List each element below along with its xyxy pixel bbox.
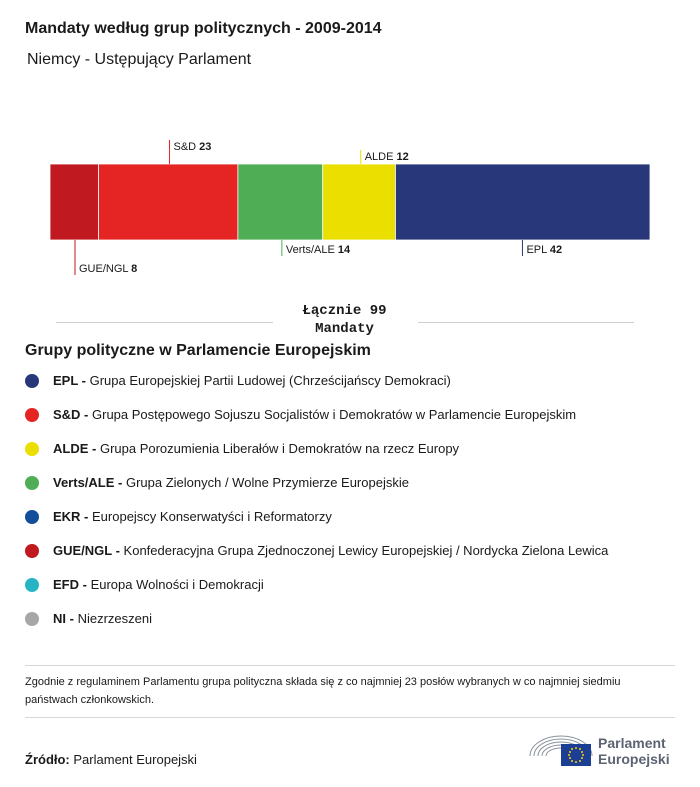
legend-dot-icon <box>25 442 39 456</box>
legend-abbr: NI - <box>53 611 74 626</box>
legend-dot-icon <box>25 578 39 592</box>
source-label: Źródło: <box>25 752 70 767</box>
data-label-gue-ngl: GUE/NGL 8 <box>79 263 138 275</box>
legend-abbr: S&D - <box>53 407 89 422</box>
legend-dot-icon <box>25 510 39 524</box>
legend-abbr: EFD - <box>53 577 87 592</box>
legend-dot-icon <box>25 612 39 626</box>
legend-text: Grupa Porozumienia Liberałów i Demokratów na rzecz Europy <box>96 441 460 456</box>
logo-line1: Parlament <box>598 735 666 751</box>
legend-item <box>25 474 608 508</box>
legend-dot-icon <box>25 408 39 422</box>
footnote: Zgodnie z regulaminem Parlamentu grupa polityczna składa się z co najmniej 23 posłów wybranych w co najmniej siedmiu państwach członkowskich. <box>25 676 621 706</box>
legend-text: Europa Wolności i Demokracji <box>86 577 264 592</box>
bar-segment-verts-ale <box>238 164 323 240</box>
logo-line2: Europejski <box>598 751 670 767</box>
logo-text <box>598 735 670 767</box>
legend-abbr: GUE/NGL - <box>53 543 120 558</box>
legend-dot-icon <box>25 544 39 558</box>
legend-title: Grupy polityczne w Parlamencie Europejskim <box>25 342 371 359</box>
legend-dot-icon <box>25 476 39 490</box>
source <box>25 752 197 767</box>
legend-item <box>25 440 608 474</box>
data-label-verts-ale: Verts/ALE 14 <box>285 244 351 256</box>
legend-text: Grupa Europejskiej Partii Ludowej (Chrześcijańscy Demokraci) <box>86 373 451 388</box>
legend-item <box>25 508 608 542</box>
european-parliament-logo <box>528 728 678 770</box>
legend-item <box>25 542 608 576</box>
legend-item <box>25 406 608 440</box>
bar-segment-alde <box>323 164 396 240</box>
total-seats-unit: Mandaty <box>315 321 374 337</box>
chart-title: Mandaty według grup politycznych - 2009-2014 <box>25 20 382 37</box>
legend-abbr: EPL - <box>53 373 86 388</box>
legend-text: Niezrzeszeni <box>73 611 152 626</box>
legend-abbr: Verts/ALE - <box>53 475 123 490</box>
legend-text: Grupa Postępowego Sojuszu Socjalistów i Demokratów w Parlamencie Europejskim <box>88 407 577 422</box>
divider-top <box>25 665 675 666</box>
total-divider-left <box>56 322 273 323</box>
data-label-epl: EPL 42 <box>526 244 563 256</box>
legend-item <box>25 610 608 644</box>
hemicycle-icon <box>528 728 594 770</box>
legend <box>25 372 608 644</box>
total-seats <box>272 302 417 338</box>
legend-item <box>25 576 608 610</box>
data-label-alde: ALDE 12 <box>364 151 409 163</box>
data-label-s-d: S&D 23 <box>173 141 212 153</box>
bar-segment-epl <box>395 164 650 240</box>
stacked-bar-chart <box>0 130 700 290</box>
legend-text: Europejscy Konserwatyści i Reformatorzy <box>88 509 332 524</box>
bar-segment-gue-ngl <box>50 164 98 240</box>
legend-item <box>25 372 608 406</box>
chart-subtitle: Niemcy - Ustępujący Parlament <box>27 51 252 68</box>
legend-abbr: EKR - <box>53 509 89 524</box>
divider-bottom <box>25 717 675 718</box>
bar-segment-s-d <box>98 164 237 240</box>
legend-text: Konfederacyjna Grupa Zjednoczonej Lewicy Europejskiej / Nordycka Zielona Lewica <box>119 543 609 558</box>
total-seats-count: Łącznie 99 <box>302 303 387 319</box>
total-divider-right <box>418 322 634 323</box>
legend-text: Grupa Zielonych / Wolne Przymierze Europejskie <box>122 475 409 490</box>
source-value: Parlament Europejski <box>73 752 197 767</box>
legend-abbr: ALDE - <box>53 441 97 456</box>
legend-dot-icon <box>25 374 39 388</box>
